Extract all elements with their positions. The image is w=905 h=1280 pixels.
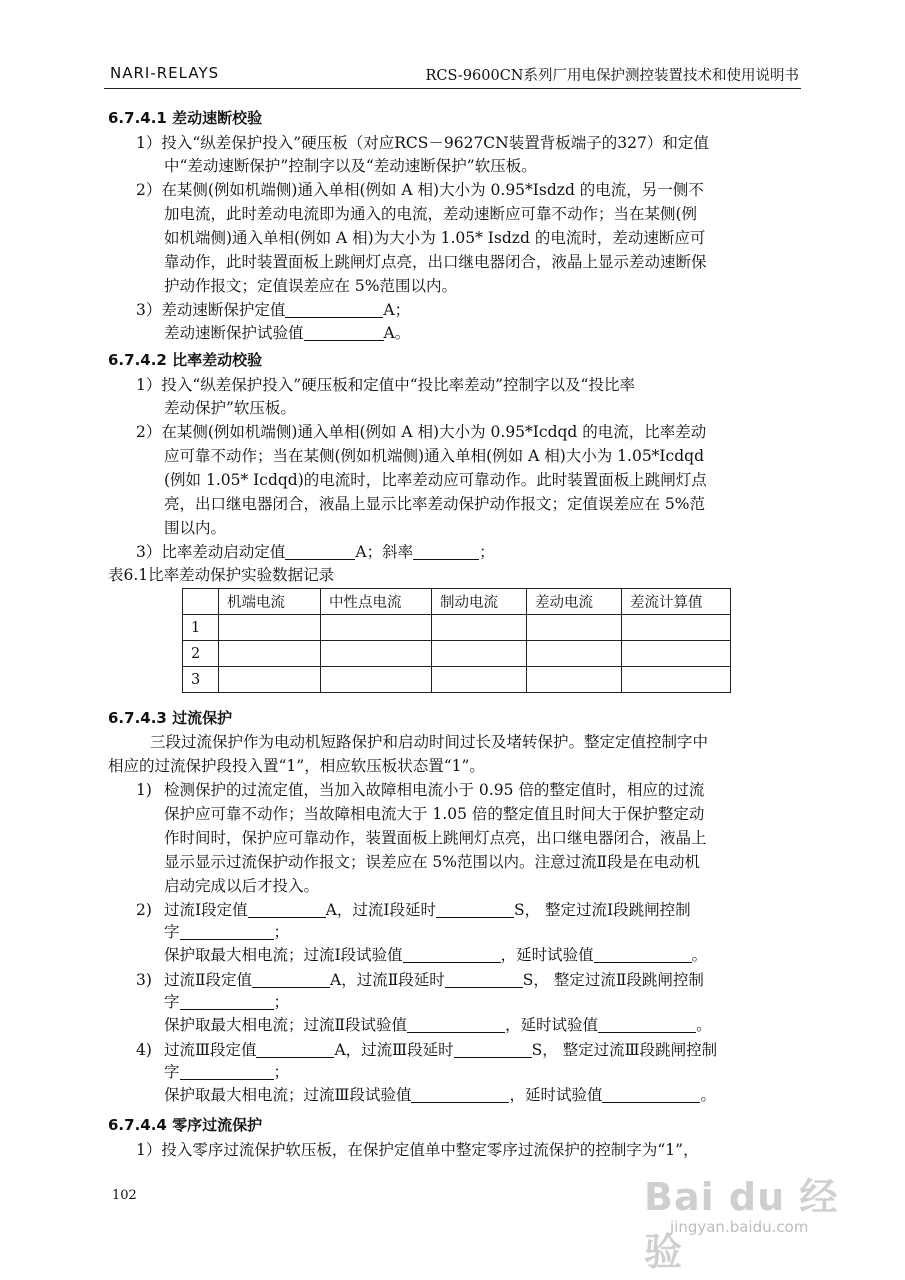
label: ，延时试验值 (509, 1086, 603, 1104)
s6741-item2-line3: 如机端侧)通入单相(例如 A 相)为大小为 1.05* Isdzd 的电流时，差动速断应可 (164, 229, 706, 247)
watermark-logo: Bai du 经验 (644, 1175, 839, 1274)
table-cell[interactable] (622, 615, 731, 641)
table-row (183, 667, 731, 693)
heading-6743: 6.7.4.3 过流保护 (108, 709, 233, 727)
s6742-item1-line1: 1）投入“纵差保护投入”硬压板和定值中“投比率差动”控制字以及“投比率 (136, 376, 635, 394)
s6741-item2-line2: 加电流，此时差动电流即为通入的电流，差动速断应可靠不动作；当在某侧(例 (164, 205, 698, 223)
table-cell[interactable] (622, 667, 731, 693)
table-cell[interactable] (527, 667, 622, 693)
s6742-item2-line2: 应可靠不动作；当在某侧(例如机端侧)通入单相(例如 A 相)大小为 1.05*Icdqd (164, 447, 704, 465)
fill-blank[interactable] (180, 923, 274, 940)
fill-blank[interactable] (248, 901, 326, 918)
s6743-item4-line3 (164, 1085, 716, 1105)
row-number: 1 (183, 615, 219, 641)
table-row (183, 615, 731, 641)
s6742-item2-line1: 2）在某侧(例如机端侧)通入单相(例如 A 相)大小为 0.95*Icdqd 的电流，比率差动 (136, 423, 707, 441)
label: 字 (164, 993, 180, 1011)
header-title: RCS-9600CN系列厂用电保护测控装置技术和使用说明书 (425, 68, 799, 84)
heading-6741: 6.7.4.1 差动速断校验 (108, 109, 263, 127)
fill-blank[interactable] (180, 1063, 274, 1080)
header-left: NARI-RELAYS (110, 64, 220, 82)
table-cell[interactable] (527, 641, 622, 667)
table-caption: 表6.1比率差动保护实验数据记录 (108, 566, 335, 584)
label: A，过流Ⅱ段延时 (330, 971, 445, 989)
unit: A。 (383, 324, 411, 342)
s6741-item1-line2: 中“差动速断保护”控制字以及“差动速断保护”软压板。 (164, 157, 537, 175)
table-cell[interactable] (432, 667, 527, 693)
punct: ； (273, 1063, 290, 1081)
fill-blank[interactable] (285, 543, 355, 560)
s6743-item4-num: 4) (136, 1041, 152, 1059)
s6744-item1-line1: 1）投入零序过流保护软压板，在保护定值单中整定零序过流保护的控制字为“1”， (136, 1141, 699, 1159)
table-cell[interactable] (321, 641, 432, 667)
table-cell[interactable] (622, 641, 731, 667)
s6742-item1-line2: 差动保护”软压板。 (164, 399, 296, 417)
s6743-item2-line2 (164, 922, 289, 942)
s6742-item2-line3: (例如 1.05* Icdqd)的电流时，比率差动应可靠动作。此时装置面板上跳闸灯点 (164, 471, 707, 489)
s6742-item2-line5: 围以内。 (164, 519, 227, 537)
s6742-item2-line4: 亮，出口继电器闭合，液晶上显示比率差动保护动作报文；定值误差应在 5%范 (164, 495, 706, 513)
header-cell: 中性点电流 (321, 589, 432, 615)
header-cell (183, 589, 219, 615)
unit: A； (383, 301, 411, 319)
punct: 。 (700, 1086, 716, 1104)
fill-blank[interactable] (403, 946, 501, 963)
s6743-para-line2: 相应的过流保护段投入置“1”，相应软压板状态置“1”。 (108, 757, 485, 775)
fill-blank[interactable] (407, 1016, 505, 1033)
punct: ； (273, 923, 290, 941)
page-number: 102 (112, 1188, 137, 1203)
s6743-item2-line1 (164, 900, 691, 920)
s6743-item3-line2 (164, 992, 289, 1012)
s6743-item3-line1 (164, 970, 704, 990)
s6743-item1-line4: 显示显示过流保护动作报文；误差应在 5%范围以内。注意过流Ⅱ段是在电动机 (164, 853, 701, 871)
s6743-item4-line2 (164, 1062, 289, 1082)
punct: 。 (691, 946, 708, 964)
s6743-item3-num: 3) (136, 971, 152, 989)
label: 3）差动速断保护定值 (136, 301, 286, 319)
label: S， 整定过流Ⅰ段跳闸控制 (513, 901, 691, 919)
label: 过流Ⅲ段定值 (164, 1041, 257, 1059)
fill-blank[interactable] (454, 1041, 532, 1058)
table-cell[interactable] (432, 615, 527, 641)
watermark-url: jingyan.baidu.com (670, 1218, 809, 1236)
fill-blank[interactable] (445, 971, 523, 988)
label: 差动速断保护试验值 (164, 324, 304, 342)
fill-blank[interactable] (252, 971, 330, 988)
s6743-item4-line1 (164, 1040, 717, 1060)
s6741-item3-line2 (164, 323, 410, 343)
fill-blank[interactable] (411, 1086, 509, 1103)
fill-blank[interactable] (436, 901, 514, 918)
s6743-item2-line3 (164, 945, 707, 965)
table-cell[interactable] (219, 641, 321, 667)
s6741-item1-line1: 1）投入“纵差保护投入”硬压板（对应RCS－9627CN装置背板端子的327）和定值 (136, 134, 709, 152)
table-cell[interactable] (432, 641, 527, 667)
s6741-item2-line4: 靠动作，此时装置面板上跳闸灯点亮，出口继电器闭合，液晶上显示差动速断保 (164, 253, 707, 271)
s6741-item2-line1: 2）在某侧(例如机端侧)通入单相(例如 A 相)大小为 0.95*Isdzd 的电流，另一侧不 (136, 181, 704, 199)
punct: ； (273, 993, 290, 1011)
watermark (636, 1166, 846, 1274)
header-cell: 机端电流 (219, 589, 321, 615)
label: 3）比率差动启动定值 (136, 543, 286, 561)
row-number: 2 (183, 641, 219, 667)
s6741-item2-line5: 护动作报文；定值误差应在 5%范围以内。 (164, 277, 458, 295)
s6743-item1-line1: 检测保护的过流定值，当加入故障相电流小于 0.95 倍的整定值时，相应的过流 (164, 781, 705, 799)
punct: 。 (696, 1016, 712, 1034)
s6743-item3-line3 (164, 1015, 712, 1035)
fill-blank[interactable] (602, 1086, 700, 1103)
fill-blank[interactable] (304, 324, 384, 341)
fill-blank[interactable] (598, 1016, 696, 1033)
label: 保护取最大相电流；过流Ⅱ段试验值 (164, 1016, 408, 1034)
table-cell[interactable] (321, 667, 432, 693)
s6743-item1-line5: 启动完成以后才投入。 (164, 877, 320, 895)
s6741-item3-line1 (136, 300, 410, 320)
header-cell: 差动电流 (527, 589, 622, 615)
fill-blank[interactable] (285, 301, 383, 318)
label: 保护取最大相电流；过流Ⅲ段试验值 (164, 1086, 412, 1104)
label: S， 整定过流Ⅲ段跳闸控制 (531, 1041, 718, 1059)
header-rule (104, 88, 801, 89)
label: 字 (164, 923, 180, 941)
table-cell[interactable] (527, 615, 622, 641)
s6742-item3 (136, 542, 495, 562)
data-table (182, 588, 731, 693)
label: A，过流Ⅰ段延时 (325, 901, 436, 919)
table-header-row (183, 589, 731, 615)
s6743-item2-num: 2) (136, 901, 152, 919)
row-number: 3 (183, 667, 219, 693)
table-cell[interactable] (219, 667, 321, 693)
header-cell: 制动电流 (432, 589, 527, 615)
header-cell: 差流计算值 (622, 589, 731, 615)
s6743-item1-num: 1) (136, 781, 152, 799)
label: S， 整定过流Ⅱ段跳闸控制 (522, 971, 704, 989)
s6743-para-line1: 三段过流保护作为电动机短路保护和启动时间过长及堵转保护。整定定值控制字中 (150, 733, 709, 751)
fill-blank[interactable] (594, 946, 692, 963)
heading-6742: 6.7.4.2 比率差动校验 (108, 351, 263, 369)
label: A，过流Ⅲ段延时 (334, 1041, 454, 1059)
s6743-item1-line3: 作时间时，保护应可靠动作，装置面板上跳闸灯点亮，出口继电器闭合，液晶上 (164, 829, 707, 847)
label: A；斜率 (355, 543, 414, 561)
table-cell[interactable] (321, 615, 432, 641)
fill-blank[interactable] (413, 543, 479, 560)
label: 过流Ⅱ段定值 (164, 971, 253, 989)
fill-blank[interactable] (180, 993, 274, 1010)
fill-blank[interactable] (256, 1041, 334, 1058)
table-row (183, 641, 731, 667)
punct: ； (479, 543, 495, 561)
s6743-item1-line2: 保护应可靠不动作；当故障相电流大于 1.05 倍的整定值且时间大于保护整定动 (164, 805, 705, 823)
label: 保护取最大相电流；过流Ⅰ段试验值 (164, 946, 403, 964)
label: ，延时试验值 (505, 1016, 599, 1034)
table-cell[interactable] (219, 615, 321, 641)
label: 字 (164, 1063, 180, 1081)
label: 过流Ⅰ段定值 (164, 901, 248, 919)
label: ，延时试验值 (500, 946, 594, 964)
heading-6744: 6.7.4.4 零序过流保护 (108, 1116, 263, 1134)
